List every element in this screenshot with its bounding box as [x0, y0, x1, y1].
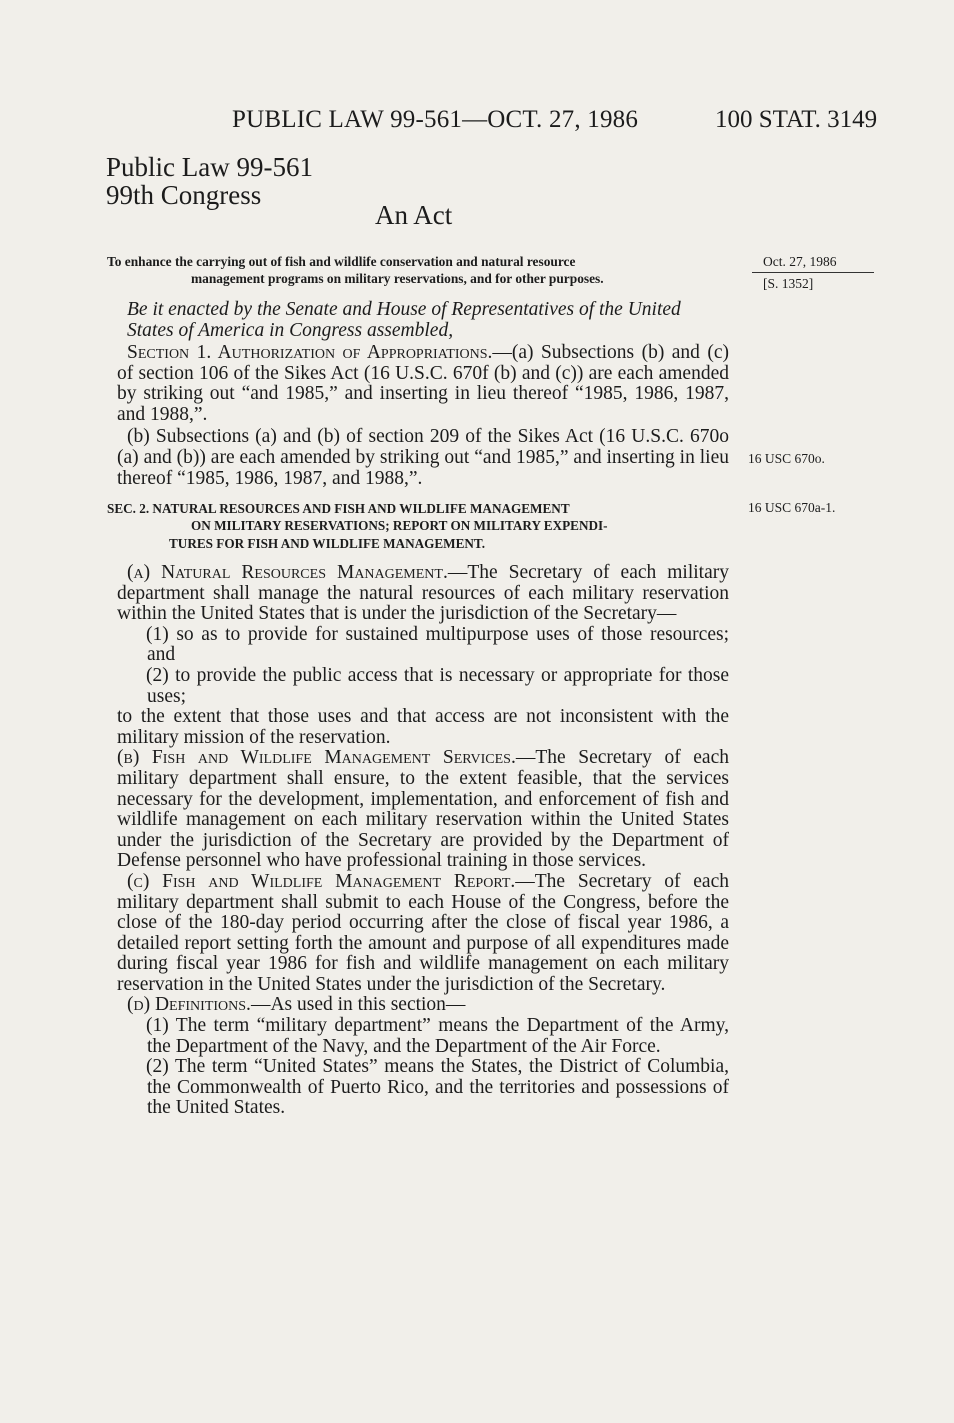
- section-1-heading: Section 1. Authorization of Appropriations.: [127, 342, 493, 363]
- section-2-c-text: —The Secretary of each military department shall submit to each House of the Congress, before the close of the 180-day period occurring after the close of fiscal year 1986, a detailed report setting forth the amount and purpose of all expenditures made during fiscal year 1986 for fish and wildlife management on each military reservation in the United States under the jurisdiction of the Secretary.: [117, 870, 729, 995]
- section-2-d: [117, 995, 729, 1016]
- public-law-number: Public Law 99-561: [106, 152, 313, 182]
- section-2-b-text: —The Secretary of each military department shall ensure, to the extent feasible, that the services necessary for the development, implementation, and enforcement of fish and wildlife management on each military reservation within the United States under the jurisdiction of the Secretary are provided by the Department of Defense personnel who have professional training in those services.: [117, 747, 729, 872]
- section-2-a-heading: (a) Natural Resources Management.: [127, 562, 448, 583]
- purpose-line-2: management programs on military reservations, and for other purposes.: [191, 271, 604, 286]
- margin-bill-number: [S. 1352]: [763, 276, 814, 291]
- section-2-heading-line-1: SEC. 2. NATURAL RESOURCES AND FISH AND WILDLIFE MANAGEMENT: [107, 501, 570, 516]
- section-2-a-1: (1) so as to provide for sustained multipurpose uses of those resources; and: [146, 623, 729, 666]
- purpose-statement: [107, 253, 729, 287]
- margin-citation-670a-1: 16 USC 670a-1.: [748, 500, 836, 515]
- congress-number: 99th Congress: [106, 180, 262, 210]
- section-2-d-heading: (d) Definitions.: [127, 994, 251, 1016]
- section-2-c-heading: (c) Fish and Wildlife Management Report.: [127, 870, 516, 892]
- section-1-b: (b) Subsections (a) and (b) of section 209 of the Sikes Act (16 U.S.C. 670o (a) and (b)) are each amended by striking out “and 1985,” and inserting in lieu thereof “1985, 1986, 1987, and 1988,”.: [117, 426, 729, 489]
- section-2-heading-line-2: ON MILITARY RESERVATIONS; REPORT ON MILITARY EXPENDI-: [191, 518, 608, 534]
- section-1-a-text: —(a) Subsections (b) and (c) of section 106 of the Sikes Act (16 U.S.C. 670f (b) and (c)) are each amended by striking out “and 1985,” and inserting in lieu thereof “1985, 1986, 1987, and 1988,”.: [117, 342, 729, 425]
- section-1-a: [117, 343, 729, 425]
- act-title: An Act: [375, 200, 453, 230]
- section-2-b: [117, 748, 729, 872]
- section-2-a: [117, 563, 729, 625]
- section-2-a-text: —The Secretary of each military department shall manage the natural resources of each military reservation within the United States that is under the jurisdiction of the Secretary—: [117, 562, 729, 625]
- margin-divider: [752, 272, 874, 273]
- margin-citation-670o: 16 USC 670o.: [748, 451, 825, 466]
- margin-date: Oct. 27, 1986: [763, 254, 837, 269]
- section-2-b-heading: (b) Fish and Wildlife Management Services.: [117, 747, 516, 769]
- section-2-a-2: (2) to provide the public access that is necessary or appropriate for those uses;: [146, 664, 729, 707]
- section-2-a-tail: to the extent that those uses and that access are not inconsistent with the military mission of the reservation.: [117, 706, 729, 748]
- running-header-title: PUBLIC LAW 99-561—OCT. 27, 1986: [232, 106, 639, 133]
- section-2-d-text: —As used in this section—: [250, 994, 466, 1016]
- section-2-c: [117, 872, 729, 996]
- section-2-heading: [107, 500, 729, 552]
- section-2-d-1: (1) The term “military department” means the Department of the Army, the Department of the Navy, and the Department of the Air Force.: [146, 1015, 729, 1057]
- running-header-stat: 100 STAT. 3149: [715, 106, 878, 133]
- purpose-line-1: To enhance the carrying out of fish and wildlife conservation and natural resource: [107, 254, 576, 269]
- section-2-heading-line-3: TURES FOR FISH AND WILDLIFE MANAGEMENT.: [169, 535, 486, 551]
- section-1: [117, 343, 729, 489]
- section-2-body: [117, 563, 729, 1119]
- section-2-d-2: (2) The term “United States” means the States, the District of Columbia, the Commonwealth of Puerto Rico, and the territories and possessions of the United States.: [146, 1056, 729, 1119]
- enacting-clause: [117, 299, 729, 341]
- enacting-clause-text: Be it enacted by the Senate and House of Representatives of the United States of America in Congress assembled,: [127, 299, 681, 341]
